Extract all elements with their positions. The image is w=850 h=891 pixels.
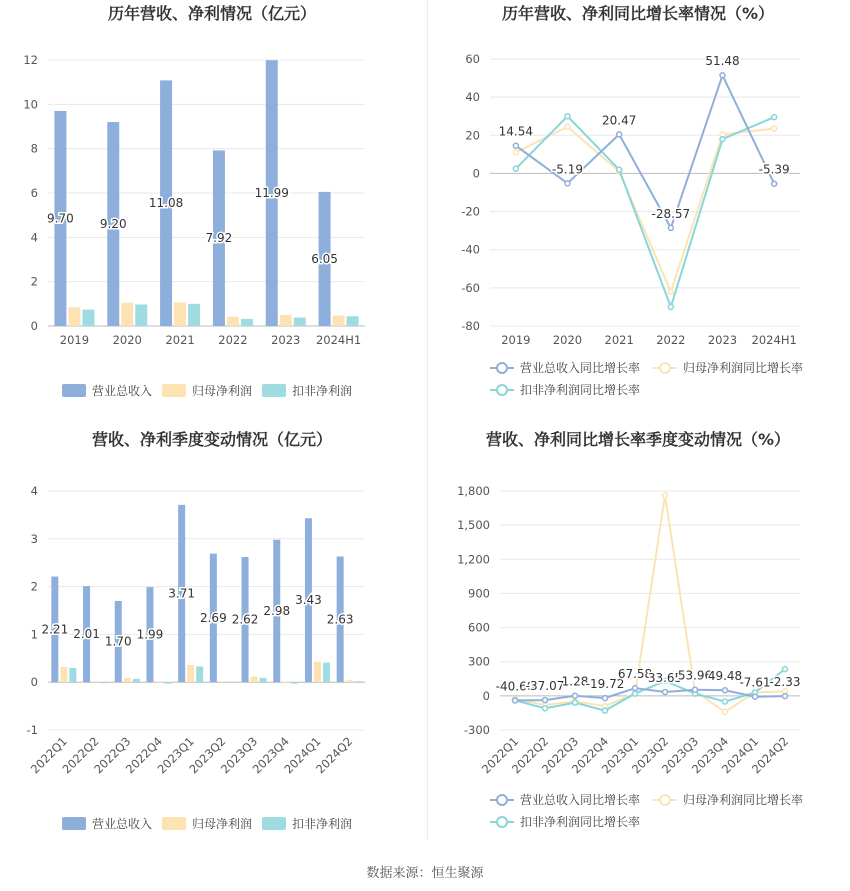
data-label: 49.48 [707,669,743,684]
data-point [565,114,570,119]
x-tick-label: 2024H1 [751,333,797,347]
y-tick-label: 2 [30,579,38,594]
data-point [573,700,578,705]
y-tick-label: 1,500 [457,518,490,533]
y-tick-label: -80 [461,319,480,333]
bar [314,662,321,683]
data-point [668,289,673,294]
x-tick-label: 2021 [604,333,634,347]
x-tick-label: 2022Q1 [478,734,522,777]
legend-label: 归母净利润同比增长率 [683,793,804,807]
annual-amount-panel [0,0,425,430]
bar [280,315,292,326]
y-tick-label: 40 [465,90,480,105]
x-tick-label: 2022Q3 [538,734,582,777]
data-label: 1.70 [104,634,132,649]
legend-label: 扣非净利润同比增长率 [520,815,641,829]
bar [133,679,140,682]
data-label: 33.65 [647,671,683,686]
x-tick-label: 2023Q1 [154,734,197,777]
data-point [720,73,725,78]
data-label: 2.98 [263,603,291,618]
data-source-footer: 数据来源：恒生聚源 [366,866,484,881]
bar [260,678,267,682]
x-tick-label: 2024Q1 [718,734,762,777]
legend-label: 归母净利润 [192,817,253,831]
bar [82,310,94,326]
y-tick-label: 3 [30,531,38,546]
y-tick-label: 20 [465,128,480,143]
data-point [663,493,668,498]
x-tick-label: 2023Q2 [186,734,229,777]
legend-marker [497,385,507,395]
legend-label: 营业总收入 [92,384,153,398]
bar [174,302,186,326]
data-point [783,667,788,672]
x-tick-label: 2022Q3 [91,734,134,777]
legend-label: 营业总收入同比增长率 [520,793,641,807]
quarterly-growth-panel [428,425,850,855]
data-label: -28.57 [651,206,691,221]
series-line [516,127,774,292]
data-point [772,115,777,120]
legend-swatch [162,384,186,397]
data-point [693,687,698,692]
x-tick-label: 2023Q1 [598,734,642,777]
x-tick-label: 2019 [501,333,531,347]
x-tick-label: 2024Q2 [313,734,356,777]
legend-label: 营业总收入 [92,817,153,831]
legend-label: 归母净利润 [192,384,253,398]
x-tick-label: 2019 [59,333,90,347]
y-tick-label: -300 [463,723,490,737]
y-tick-label: 10 [23,97,38,112]
y-tick-label: 6 [30,186,38,200]
y-tick-label: 1,800 [457,484,490,498]
data-label: 11.99 [254,186,289,201]
bar [68,307,80,326]
bar [121,303,133,326]
legend-marker [497,795,507,805]
data-point [543,698,548,703]
series-line [516,75,774,228]
data-point [513,150,518,155]
bar [355,681,362,682]
data-label: 2.21 [41,622,69,637]
y-tick-label: -1 [26,723,38,737]
data-label: -2.33 [769,675,801,690]
y-tick-label: 4 [30,230,38,245]
bar [135,304,147,326]
bar [101,682,108,683]
bar [333,316,345,326]
data-point [723,709,728,714]
data-point [723,699,728,704]
y-tick-label: -40 [461,242,480,257]
data-label: -19.72 [585,677,625,692]
data-point [723,688,728,693]
data-point [513,698,518,703]
x-tick-label: 2023Q3 [217,734,261,777]
x-tick-label: 2023Q3 [658,734,702,777]
annual-amount-chart [0,0,425,420]
chart-title: 历年营收、净利情况（亿元） [107,4,317,23]
data-label: 9.70 [47,211,74,226]
x-tick-label: 2023Q4 [688,734,732,777]
y-tick-label: 0 [482,688,490,703]
data-label: 6.05 [311,251,338,266]
legend-marker [497,817,507,827]
data-point [772,181,777,186]
data-label: 14.54 [498,124,534,139]
y-tick-label: 600 [468,620,490,635]
data-point [720,137,725,142]
data-point [617,167,622,172]
x-tick-label: 2023 [707,333,738,347]
x-tick-label: 2023Q4 [249,734,292,777]
data-label: -40.60 [495,679,535,694]
data-label: -5.19 [551,162,584,177]
y-tick-label: 2 [30,274,38,289]
data-label: 3.43 [295,593,322,608]
data-label: 1.28 [561,674,589,689]
bar [346,680,353,682]
y-tick-label: 8 [30,141,38,156]
data-point [543,706,548,711]
data-point [573,693,578,698]
bar [69,668,76,682]
y-tick-label: 0 [472,166,480,181]
x-tick-label: 2023Q2 [628,734,672,777]
data-point [633,691,638,696]
chart-title: 历年营收、净利同比增长率情况（%） [501,4,775,23]
legend-swatch [162,817,186,830]
bar [294,318,306,326]
data-label: 67.58 [617,667,653,682]
quarterly-growth-chart [428,425,850,845]
data-point [663,690,668,695]
data-point [603,696,608,701]
data-label: -5.39 [758,162,790,177]
bar [291,682,298,683]
bar [227,317,239,326]
bar [124,678,131,682]
data-point [633,686,638,691]
x-tick-label: 2024Q2 [748,734,792,777]
y-tick-label: 1,200 [457,552,490,567]
x-tick-label: 2022 [218,333,248,347]
x-tick-label: 2022Q1 [27,734,70,777]
quarterly-amount-chart [0,425,425,845]
data-point [565,181,570,186]
x-tick-label: 2022Q2 [508,734,552,777]
bar [219,681,226,682]
data-point [513,143,518,148]
data-label: 2.62 [231,612,259,627]
y-tick-label: 4 [30,484,38,498]
y-tick-label: 300 [468,654,490,669]
y-tick-label: 0 [30,675,38,690]
x-tick-label: 2024H1 [315,333,362,347]
x-tick-label: 2020 [552,333,583,347]
y-tick-label: -60 [461,280,480,295]
y-tick-label: -20 [461,204,480,219]
bar [196,666,203,682]
data-label: 20.47 [601,113,637,128]
data-label: 7.92 [205,231,233,246]
y-tick-label: 900 [468,586,490,601]
bar [241,319,253,326]
data-point [513,166,518,171]
data-point [565,124,570,129]
legend-label: 扣非净利润 [292,384,353,398]
data-point [753,694,758,699]
data-label: -7.61 [739,675,771,690]
bar [60,667,67,682]
data-point [668,225,673,230]
legend-label: 营业总收入同比增长率 [520,361,641,375]
x-tick-label: 2024Q1 [281,734,324,777]
legend-swatch [262,384,286,397]
y-tick-label: 12 [23,53,38,67]
data-point [668,304,673,309]
annual-growth-panel [428,0,850,430]
bar [282,682,289,683]
x-tick-label: 2020 [112,333,142,347]
data-point [772,126,777,131]
legend-label: 归母净利润同比增长率 [683,361,804,375]
legend-marker [497,363,507,373]
data-label: -37.07 [525,679,565,694]
data-label: 2.01 [73,627,100,642]
bar [92,681,99,682]
y-tick-label: 0 [30,319,38,333]
bar [155,682,162,683]
data-label: 9.20 [99,217,127,232]
bar [323,663,330,683]
data-point [783,694,788,699]
bar [164,682,171,683]
legend-label: 扣非净利润 [292,817,353,831]
data-point [603,708,608,713]
x-tick-label: 2022Q4 [122,734,166,777]
data-label: 11.08 [148,196,184,211]
data-label: 2.63 [326,612,354,627]
legend-label: 扣非净利润同比增长率 [520,383,641,397]
data-label: 51.48 [705,54,740,69]
legend-swatch [262,817,286,830]
bar [228,682,235,683]
x-tick-label: 2022 [656,333,686,347]
y-tick-label: 1 [30,627,38,642]
data-label: 53.96 [677,668,713,683]
y-tick-label: 60 [465,52,480,66]
chart-title: 营收、净利同比增长率季度变动情况（%） [485,430,791,449]
bar [187,665,194,682]
data-label: 3.71 [168,586,196,601]
annual-growth-chart [428,0,850,420]
legend-marker [660,795,670,805]
x-tick-label: 2022Q4 [568,734,612,777]
bar [188,304,200,326]
data-point [617,132,622,137]
x-tick-label: 2023 [271,333,301,347]
x-tick-label: 2021 [165,333,195,347]
legend-swatch [62,817,86,830]
x-tick-label: 2022Q2 [59,734,102,777]
data-label: 2.69 [199,610,227,625]
data-label: 1.99 [136,627,164,642]
bar [347,316,359,326]
chart-title: 营收、净利季度变动情况（亿元） [91,430,333,449]
legend-swatch [62,384,86,397]
bar [251,676,258,682]
legend-marker [660,363,670,373]
quarterly-amount-panel [0,425,425,855]
